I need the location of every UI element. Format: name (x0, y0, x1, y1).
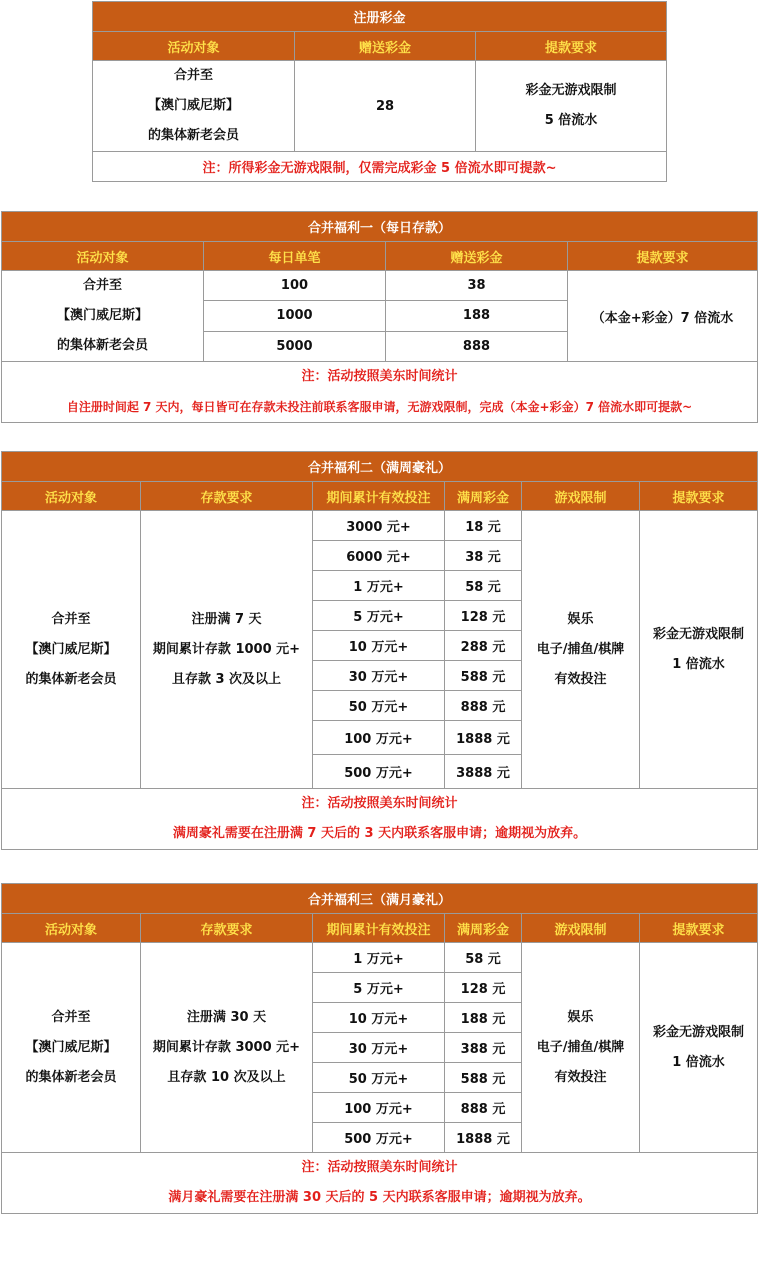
bet-amount: 50 万元+ (313, 691, 445, 721)
deposit-amount: 1000 (204, 301, 386, 331)
requirement-line: 期间累计存款 3000 元+ (152, 1039, 301, 1055)
header-game-limit: 游戏限制 (522, 914, 640, 943)
header-withdraw: 提款要求 (476, 32, 667, 61)
target-cell (93, 61, 295, 152)
header-target: 活动对象 (2, 482, 141, 511)
requirement-line: 期间累计存款 1000 元+ (152, 641, 301, 657)
bet-amount: 50 万元+ (313, 1063, 445, 1093)
bet-amount: 5 万元+ (313, 601, 445, 631)
game-line: 娱乐 (567, 1009, 594, 1025)
target-line: 【澳门威尼斯】 (56, 308, 148, 323)
bet-amount: 30 万元+ (313, 1033, 445, 1063)
target-line: 的集体新老会员 (25, 1069, 117, 1085)
withdraw-cell (640, 943, 758, 1153)
withdraw-line: 1 倍流水 (672, 656, 725, 672)
section-title: 合并福利二（满周豪礼） (2, 452, 758, 482)
bonus-value: 28 (295, 61, 476, 152)
withdraw-line: 5 倍流水 (544, 113, 598, 128)
note-cell (2, 1153, 758, 1214)
bet-amount: 1 万元+ (313, 571, 445, 601)
requirement-line: 且存款 10 次及以上 (167, 1069, 286, 1085)
target-cell (2, 943, 141, 1153)
note-line: 满周豪礼需要在注册满 7 天后的 3 天内联系客服申请；逾期视为放弃。 (172, 826, 587, 841)
bonus-amount: 288 元 (445, 631, 522, 661)
target-line: 合并至 (51, 611, 91, 627)
bonus-amount: 38 元 (445, 541, 522, 571)
bet-amount: 10 万元+ (313, 631, 445, 661)
daily-deposit-table (1, 211, 758, 423)
weekly-gift-table (1, 451, 758, 850)
withdraw-line: 彩金无游戏限制 (525, 83, 617, 98)
game-limit-cell (522, 511, 640, 789)
section-title: 合并福利三（满月豪礼） (2, 884, 758, 914)
bet-amount: 100 万元+ (313, 1093, 445, 1123)
header-target: 活动对象 (93, 32, 295, 61)
requirement-cell (141, 943, 313, 1153)
withdraw-cell (476, 61, 667, 152)
header-bonus: 赠送彩金 (386, 242, 568, 271)
requirement-line: 注册满 7 天 (191, 611, 262, 627)
bonus-amount: 18 元 (445, 511, 522, 541)
target-line: 的集体新老会员 (56, 338, 148, 353)
header-monthly-bonus: 满周彩金 (445, 914, 522, 943)
target-line: 的集体新老会员 (25, 671, 117, 687)
target-line: 【澳门威尼斯】 (25, 641, 117, 657)
header-game-limit: 游戏限制 (522, 482, 640, 511)
note: 注：所得彩金无游戏限制，仅需完成彩金 5 倍流水即可提款~ (93, 152, 667, 182)
requirement-cell (141, 511, 313, 789)
bonus-amount: 588 元 (445, 1063, 522, 1093)
bonus-amount: 128 元 (445, 601, 522, 631)
section-title: 注册彩金 (93, 2, 667, 32)
note-line: 自注册时间起 7 天内，每日皆可在存款未投注前联系客服申请，无游戏限制，完成（本金+彩金）7 倍流水即可提款~ (66, 400, 693, 414)
bet-amount: 3000 元+ (313, 511, 445, 541)
header-withdraw: 提款要求 (640, 482, 758, 511)
target-line: 合并至 (51, 1009, 91, 1025)
deposit-amount: 100 (204, 271, 386, 301)
header-deposit-requirement: 存款要求 (141, 914, 313, 943)
header-withdraw: 提款要求 (568, 242, 758, 271)
bet-amount: 1 万元+ (313, 943, 445, 973)
note-cell (2, 789, 758, 850)
bonus-amount: 58 元 (445, 943, 522, 973)
note-line: 满月豪礼需要在注册满 30 天后的 5 天内联系客服申请；逾期视为放弃。 (168, 1190, 591, 1205)
bonus-amount: 888 (386, 331, 568, 361)
bonus-amount: 1888 元 (445, 1123, 522, 1153)
requirement-line: 注册满 30 天 (186, 1009, 267, 1025)
game-line: 电子/捕鱼/棋牌 (536, 1039, 625, 1055)
game-line: 有效投注 (554, 1069, 607, 1085)
monthly-gift-table (1, 883, 758, 1214)
note-line: 注：活动按照美东时间统计 (301, 796, 458, 811)
target-line: 【澳门威尼斯】 (147, 98, 239, 113)
bonus-amount: 58 元 (445, 571, 522, 601)
bonus-amount: 3888 元 (445, 755, 522, 789)
bonus-amount: 1888 元 (445, 721, 522, 755)
header-target: 活动对象 (2, 914, 141, 943)
bet-amount: 6000 元+ (313, 541, 445, 571)
target-line: 合并至 (173, 68, 213, 83)
bet-amount: 5 万元+ (313, 973, 445, 1003)
bonus-amount: 588 元 (445, 661, 522, 691)
target-cell (2, 271, 204, 362)
bet-amount: 10 万元+ (313, 1003, 445, 1033)
registration-bonus-table (92, 1, 667, 182)
bet-amount: 500 万元+ (313, 755, 445, 789)
bonus-amount: 888 元 (445, 691, 522, 721)
bonus-amount: 38 (386, 271, 568, 301)
header-deposit-requirement: 存款要求 (141, 482, 313, 511)
withdraw-cell (640, 511, 758, 789)
section-title: 合并福利一（每日存款） (2, 212, 758, 242)
header-daily-deposit: 每日单笔 (204, 242, 386, 271)
game-line: 娱乐 (567, 611, 594, 627)
bonus-amount: 188 元 (445, 1003, 522, 1033)
header-total-bet: 期间累计有效投注 (313, 914, 445, 943)
target-line: 合并至 (82, 278, 122, 293)
header-total-bet: 期间累计有效投注 (313, 482, 445, 511)
target-line: 的集体新老会员 (147, 128, 239, 143)
bonus-amount: 388 元 (445, 1033, 522, 1063)
header-bonus: 赠送彩金 (295, 32, 476, 61)
target-cell (2, 511, 141, 789)
bonus-amount: 188 (386, 301, 568, 331)
bet-amount: 30 万元+ (313, 661, 445, 691)
game-line: 有效投注 (554, 671, 607, 687)
bonus-amount: 128 元 (445, 973, 522, 1003)
note-cell (2, 362, 758, 423)
withdraw-line: 彩金无游戏限制 (653, 1024, 745, 1040)
target-line: 【澳门威尼斯】 (25, 1039, 117, 1055)
bonus-amount: 888 元 (445, 1093, 522, 1123)
requirement-line: 且存款 3 次及以上 (171, 671, 282, 687)
header-withdraw: 提款要求 (640, 914, 758, 943)
bet-amount: 500 万元+ (313, 1123, 445, 1153)
note-line: 注：活动按照美东时间统计 (301, 1160, 458, 1175)
withdraw-requirement: （本金+彩金）7 倍流水 (568, 271, 758, 362)
withdraw-line: 1 倍流水 (672, 1054, 725, 1070)
bet-amount: 100 万元+ (313, 721, 445, 755)
deposit-amount: 5000 (204, 331, 386, 361)
header-target: 活动对象 (2, 242, 204, 271)
game-limit-cell (522, 943, 640, 1153)
game-line: 电子/捕鱼/棋牌 (536, 641, 625, 657)
withdraw-line: 彩金无游戏限制 (653, 626, 745, 642)
header-weekly-bonus: 满周彩金 (445, 482, 522, 511)
note-line: 注：活动按照美东时间统计 (301, 369, 458, 384)
